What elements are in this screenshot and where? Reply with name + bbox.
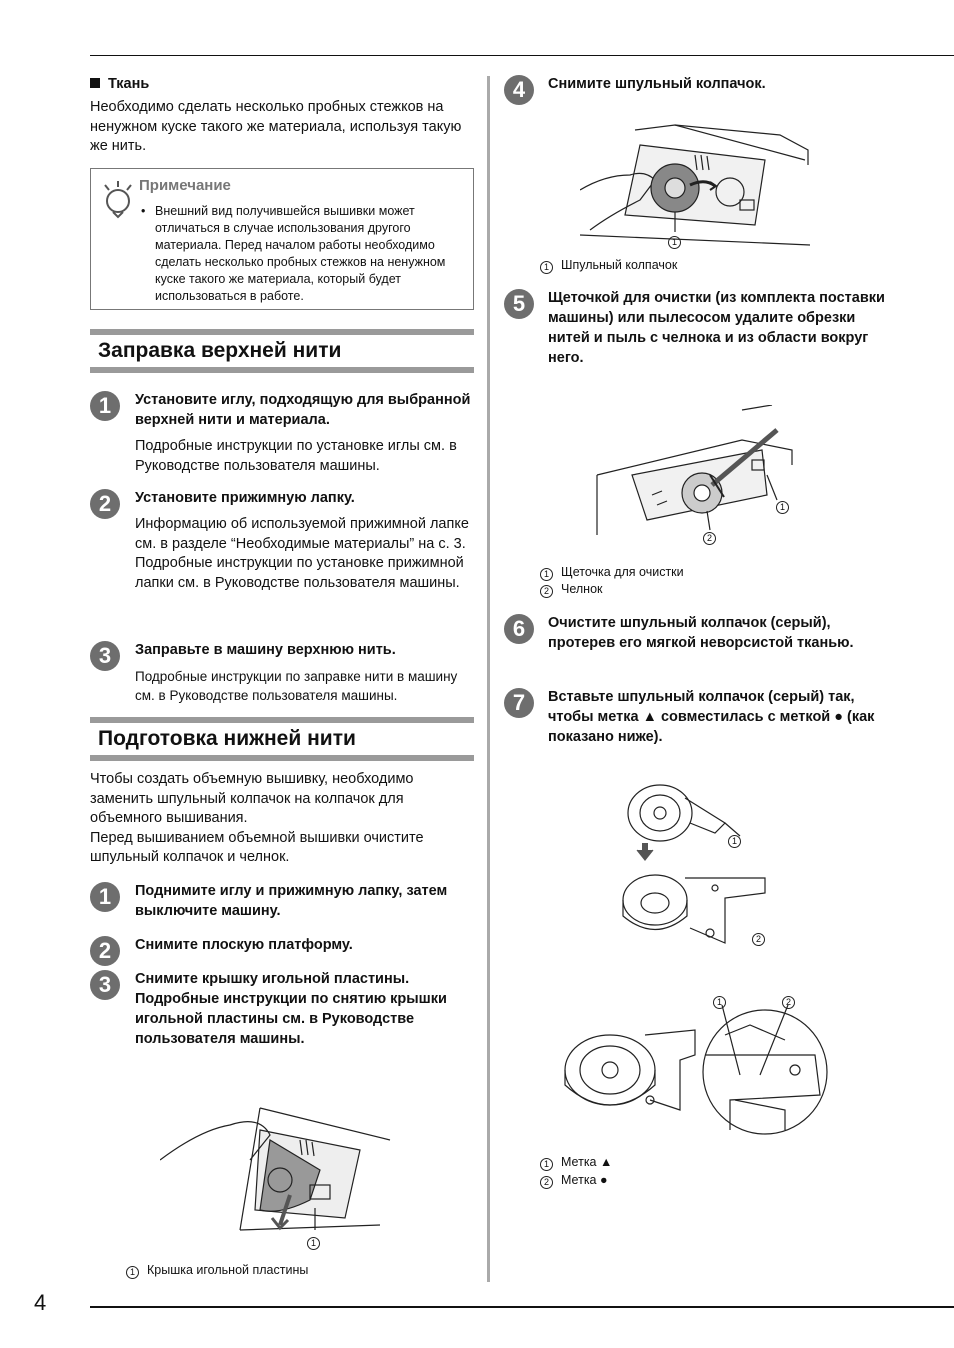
figure-caption-needle-plate: 1 Крышка игольной пластины xyxy=(126,1262,308,1279)
caption-mark-circle: 2 Метка ● xyxy=(540,1172,608,1189)
note-bullet-text: Внешний вид получившейся вышивки может отличаться в случае использования другого материала. Перед началом работы необходимо сделать несколько пробных стежков на ненужном куске такого же материала, который будет использоваться в работе. xyxy=(155,204,446,303)
caption-cleaning-brush: 1 Щеточка для очистки xyxy=(540,564,684,581)
caption-bobbin-case: 1 Шпульный колпачок xyxy=(540,257,677,274)
section-lower-thread-title: Подготовка нижней нити xyxy=(98,727,356,750)
note-box xyxy=(90,168,474,310)
step-title-lower-3: Снимите крышку игольной пластины. Подробные инструкции по снятию крышки игольной пластины см. в Руководстве пользователя машины. xyxy=(135,971,447,1047)
square-bullet-icon xyxy=(90,78,100,88)
step-title-lower-1: Поднимите иглу и прижимную лапку, затем выключите машину. xyxy=(135,883,448,919)
section-upper-thread-bar xyxy=(90,329,474,373)
bobbin-case-removal-illustration xyxy=(580,120,810,250)
step-body-upper-3: Подробные инструкции по заправке нити в машину см. в Руководстве пользователя машины. xyxy=(135,669,458,703)
note-title: Примечание xyxy=(139,177,231,194)
step-badge-6: 6 xyxy=(504,614,534,644)
step-title-lower-2: Снимите плоскую платформу. xyxy=(135,937,353,953)
step-badge-upper-3: 3 xyxy=(90,641,120,671)
page-number: 4 xyxy=(34,1290,47,1315)
step-title-4: Снимите шпульный колпачок. xyxy=(548,76,766,92)
step-badge-7: 7 xyxy=(504,688,534,718)
fabric-heading: Ткань xyxy=(90,75,149,95)
lightbulb-icon xyxy=(101,179,135,219)
needle-plate-cover-illustration xyxy=(160,1100,400,1250)
bobbin-case-insert-illustration xyxy=(615,778,775,948)
step-badge-upper-2: 2 xyxy=(90,489,120,519)
step-title-5: Щеточкой для очистки (из комплекта поставки машины) или пылесосом удалите обрезки нитей и пыль с челнока и из области вокруг него. xyxy=(548,290,885,366)
caption-mark-triangle: 1 Метка ▲ xyxy=(540,1154,612,1171)
step-badge-4: 4 xyxy=(504,75,534,105)
bottom-rule xyxy=(90,1306,954,1308)
figure-callout-1-step7-bottom: 1 xyxy=(713,991,734,1009)
step-badge-lower-3: 3 xyxy=(90,970,120,1000)
step-title-6: Очистите шпульный колпачок (серый), протерев его мягкой неворсистой тканью. xyxy=(548,615,854,651)
step-title-upper-3: Заправьте в машину верхнюю нить. xyxy=(135,642,396,658)
figure-callout-2-step7-top: 2 xyxy=(752,928,773,946)
step-badge-upper-1: 1 xyxy=(90,391,120,421)
figure-callout-2-step5: 2 xyxy=(703,527,724,545)
figure-callout-1-step4: 1 xyxy=(668,231,689,249)
note-bullet-dot: • xyxy=(141,204,146,218)
top-rule xyxy=(90,55,954,56)
step-title-7: Вставьте шпульный колпачок (серый) так, чтобы метка ▲ совместилась с меткой ● (как показано ниже). xyxy=(548,689,875,745)
fabric-text: Необходимо сделать несколько пробных стежков на ненужном куске такого же материала, используя такую же нить. xyxy=(90,99,462,154)
figure-callout-1-step5: 1 xyxy=(776,496,797,514)
column-divider xyxy=(487,76,490,1282)
cleaning-brush-illustration xyxy=(592,405,812,535)
section-upper-thread-title: Заправка верхней нити xyxy=(98,339,342,362)
step-title-upper-2: Установите прижимную лапку. xyxy=(135,490,355,506)
step-badge-lower-1: 1 xyxy=(90,882,120,912)
step-body-upper-1: Подробные инструкции по установке иглы см. в Руководстве пользователя машины. xyxy=(135,438,457,474)
step-title-upper-1: Установите иглу, подходящую для выбранной верхней нити и материала. xyxy=(135,392,471,428)
bobbin-case-alignment-illustration xyxy=(555,1000,835,1150)
step-badge-lower-2: 2 xyxy=(90,936,120,966)
figure-callout-1-step7-top: 1 xyxy=(728,830,749,848)
section-lower-intro: Чтобы создать объемную вышивку, необходимо заменить шпульный колпачок на колпачок для объемного вышивания. Перед вышиванием объемной вышивки очистите шпульный колпачок и челнок. xyxy=(90,771,424,865)
figure-callout-2-step7-bottom: 2 xyxy=(782,991,803,1009)
section-lower-thread-bar xyxy=(90,717,474,761)
figure-callout-1-left: 1 xyxy=(307,1232,328,1250)
step-badge-5: 5 xyxy=(504,289,534,319)
step-body-upper-2: Информацию об используемой прижимной лапке см. в разделе “Необходимые материалы” на с. 3. Подробные инструкции по установке прижимной лапки см. в Руководстве пользователя машины. xyxy=(135,516,469,591)
caption-hook: 2 Челнок xyxy=(540,581,603,598)
